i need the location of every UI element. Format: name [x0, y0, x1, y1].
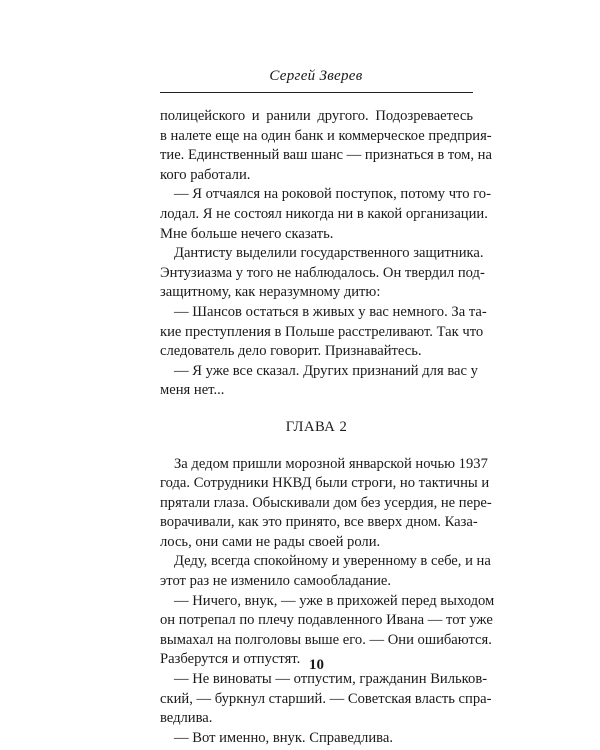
text-line: — Вот именно, внук. Справедлива. [174, 729, 393, 746]
text-line: защитному, как неразумному дитю: [160, 284, 381, 301]
text-line: ский, — буркнул старший. — Советская власть спра- [160, 690, 492, 707]
running-head: Сергей Зверев [269, 68, 363, 84]
chapter-title: ГЛАВА 2 [285, 418, 348, 435]
paragraph-1 [160, 107, 492, 185]
paragraph-7 [160, 552, 491, 591]
text-line: полицейского и ранили другого. Подозреваетесь [160, 108, 473, 124]
paragraph-3 [160, 244, 485, 303]
text-line: ворачивали, как это принято, все вверх дном. Каза- [160, 514, 478, 531]
paragraph-2 [160, 185, 491, 244]
text-line: в налете еще на один банк и коммерческое предприя- [160, 127, 492, 144]
text-line: — Я уже все сказал. Других признаний для вас у [174, 362, 478, 379]
text-line: прятали глаза. Обыскивали дом без усердия, не пере- [160, 494, 492, 511]
text-line: — Не виноваты — отпустим, гражданин Вильков- [174, 671, 488, 688]
text-line: — Я отчаялся на роковой поступок, потому что го- [174, 186, 491, 203]
text-line: вымахал на полголовы выше его. — Они ошибаются. [160, 631, 492, 648]
page-number: 10 [309, 657, 324, 673]
paragraph-6 [160, 455, 492, 553]
text-line: Дантисту выделили государственного защитника. [174, 245, 484, 262]
text-line: Разберутся и отпустят. [160, 651, 301, 668]
paragraph-5 [160, 362, 478, 401]
text-line: — Ничего, внук, — уже в прихожей перед выходом [174, 592, 495, 609]
text-line: года. Сотрудники НКВД были строги, но тактичны и [160, 475, 490, 492]
text-line: Мне больше нечего сказать. [160, 225, 334, 242]
body-text [160, 107, 495, 748]
text-line: лодал. Я не состоял никогда ни в какой организации. [160, 205, 488, 222]
text-line: кие преступления в Польше расстреливают. Так что [160, 323, 484, 340]
text-line: лось, они сами не рады своей роли. [160, 533, 381, 550]
text-line: следователь дело говорит. Признавайтесь. [160, 343, 422, 360]
text-line: Деду, всегда спокойному и уверенному в себе, и на [174, 553, 491, 570]
text-line: этот раз не изменило самообладание. [160, 573, 392, 590]
text-line: меня нет... [160, 382, 225, 399]
header-rule [160, 92, 473, 93]
text-line: он потрепал по плечу подавленного Ивана — тот уже [160, 612, 493, 629]
paragraph-10 [160, 729, 473, 749]
text-line: ведлива. [160, 710, 213, 727]
text-line: кого работали. [160, 166, 251, 183]
text-line: Энтузиазма у того не наблюдалось. Он твердил под- [160, 264, 485, 281]
text-line: За дедом пришли морозной январской ночью 1937 [174, 455, 488, 472]
paragraph-9 [160, 670, 492, 729]
text-line: тие. Единственный ваш шанс — признаться в том, на [160, 147, 492, 164]
text-line: — Шансов остаться в живых у вас немного. За та- [174, 303, 487, 320]
paragraph-4 [160, 303, 487, 362]
